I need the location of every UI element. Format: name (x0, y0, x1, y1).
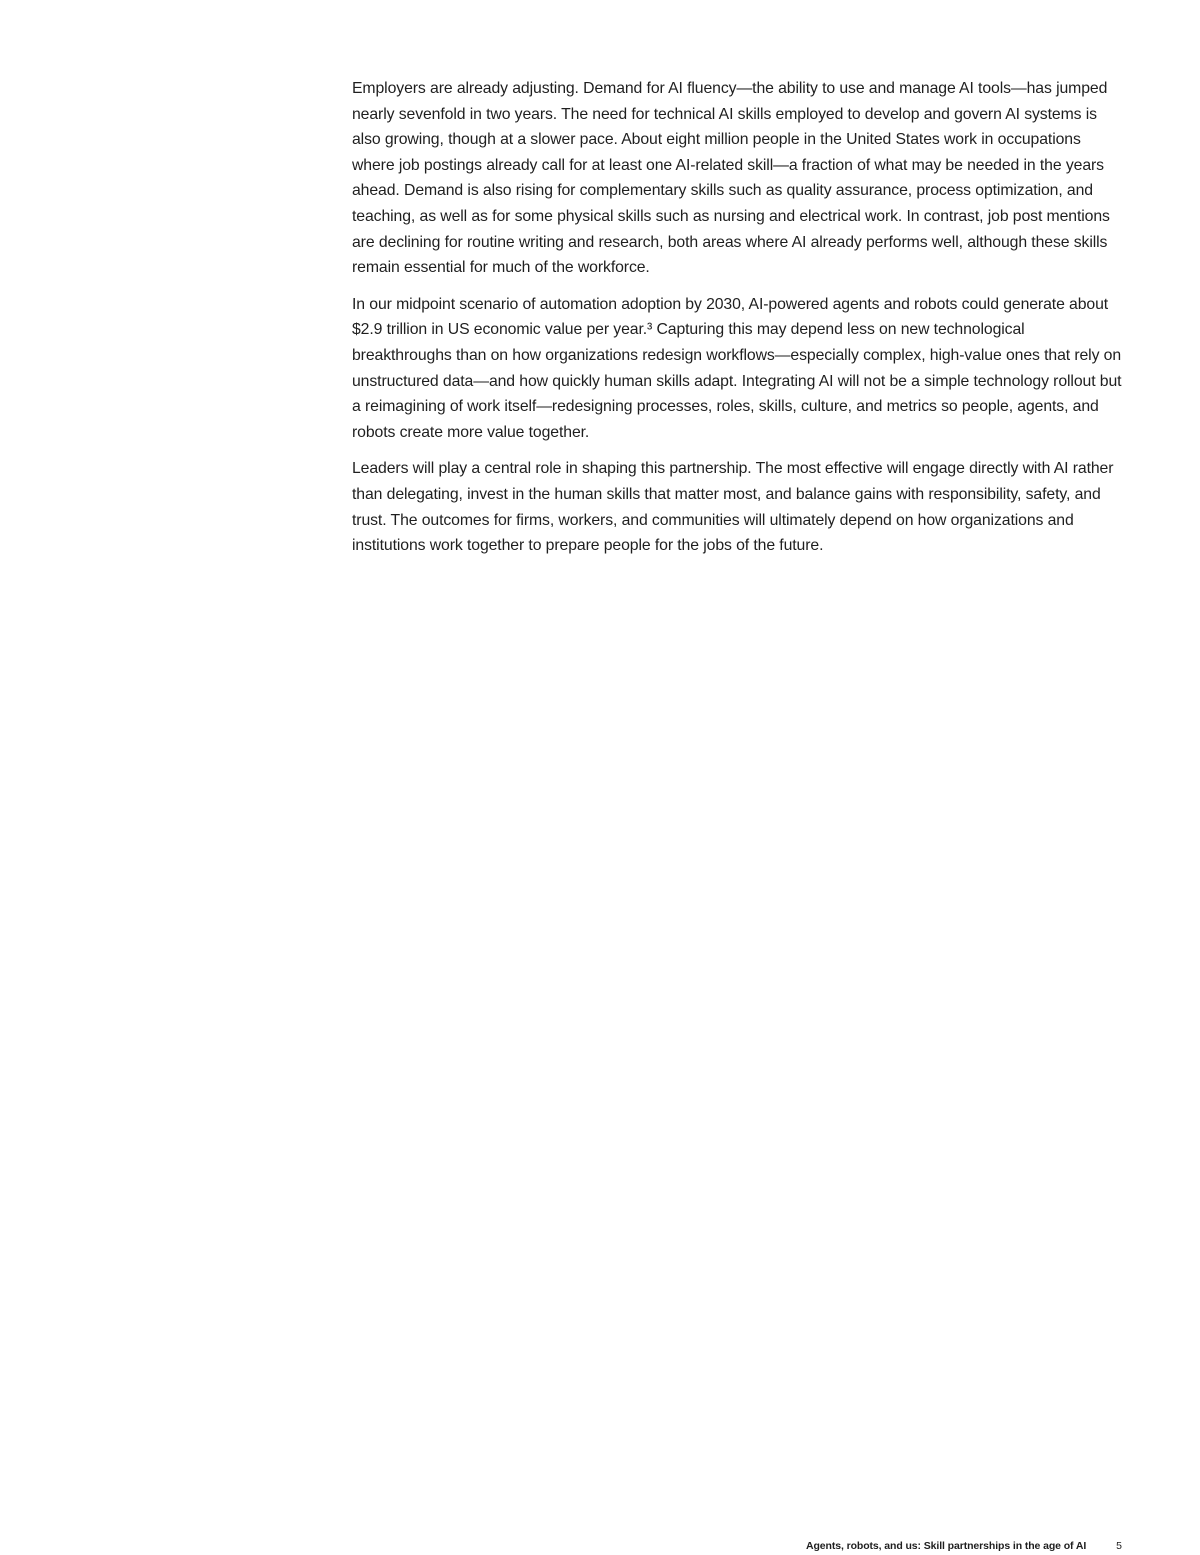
paragraph-midpoint-scenario: In our midpoint scenario of automation adoption by 2030, AI-powered agents and robots could generate about $2.9 trillion in US economic value per year.³ Capturing this may depend less on new technological breakthroughs than on how organizations redesign workflows—especially complex, high-value ones that rely on unstructured data—and how quickly human skills adapt. Integrating AI will not be a simple technology rollout but a reimagining of work itself—redesigning processes, roles, skills, culture, and metrics so people, agents, and robots create more value together. (352, 295, 1122, 441)
body-text (352, 76, 1127, 570)
footer-document-title: Agents, robots, and us: Skill partnerships in the age of AI (805, 1540, 1087, 1552)
page-number: 5 (1116, 1540, 1122, 1552)
paragraph-leaders: Leaders will play a central role in shaping this partnership. The most effective will engage directly with AI rather than delegating, invest in the human skills that matter most, and balance gains with responsibility, safety, and trust. The outcomes for firms, workers, and communities will ultimately depend on how organizations and institutions work together to prepare people for the jobs of the future. (352, 460, 1114, 555)
page-footer (806, 1539, 1122, 1553)
paragraph-employers: Employers are already adjusting. Demand for AI fluency—the ability to use and manage AI tools—has jumped nearly sevenfold in two years. The need for technical AI skills employed to develop and govern AI systems is also growing, though at a slower pace. About eight million people in the United States work in occupations where job postings already call for at least one AI-related skill—a fraction of what may be needed in the years ahead. Demand is also rising for complementary skills such as quality assurance, process optimization, and teaching, as well as for some physical skills such as nursing and electrical work. In contrast, job post mentions are declining for routine writing and research, both areas where AI already performs well, although these skills remain essential for much of the workforce. (352, 80, 1110, 277)
